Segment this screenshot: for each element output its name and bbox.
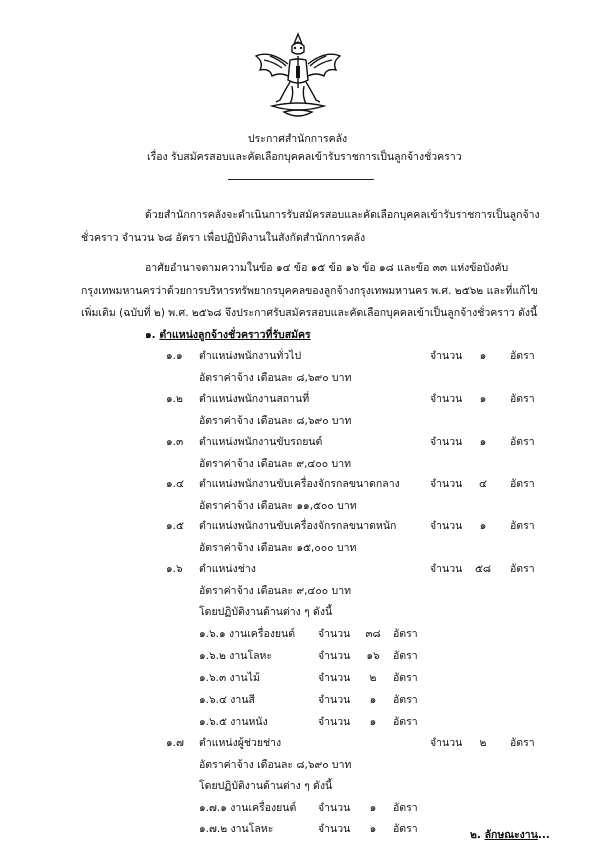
unit-label: อัตรา: [510, 436, 535, 448]
next-section-number: ๒.: [470, 829, 481, 841]
garuda-emblem-icon: [250, 30, 346, 122]
section-1-title: ตำแหน่งลูกจ้างชั่วคราวที่รับสมัคร: [159, 329, 311, 341]
unit-label: อัตรา: [510, 393, 535, 405]
count-label: จำนวน: [430, 393, 463, 405]
position-note: โดยปฏิบัติงานด้านต่าง ๆ ดังนี้: [199, 606, 333, 618]
paragraph-2-line-2: กรุงเทพมหานครว่าด้วยการบริหารทรัพยากรบุคคลของลูกจ้างกรุงเทพมหานคร พ.ศ. ๒๕๖๒ และที่แก้ไข: [81, 285, 538, 297]
section-1-heading: [145, 330, 311, 341]
unit-label: อัตรา: [393, 823, 418, 835]
subposition-count: ๑: [369, 802, 377, 814]
subposition-label: ๑.๗.๒ งานโลหะ: [199, 823, 274, 835]
count-label: จำนวน: [318, 650, 351, 662]
count-label: จำนวน: [430, 563, 463, 575]
position-wage: อัตราค่าจ้าง เดือนละ ๘,๖๙๐ บาท: [199, 372, 352, 384]
unit-label: อัตรา: [393, 628, 418, 640]
position-title: ตำแหน่งพนักงานขับรถยนต์: [199, 436, 323, 448]
announcement-title: ประกาศสำนักการคลัง: [248, 133, 348, 145]
count-label: จำนวน: [318, 802, 351, 814]
position-wage: อัตราค่าจ้าง เดือนละ ๑๕,๐๐๐ บาท: [199, 542, 357, 554]
position-number: ๑.๖: [166, 563, 183, 575]
subposition-label: ๑.๖.๕ งานหนัง: [199, 716, 268, 728]
unit-label: อัตรา: [393, 672, 418, 684]
paragraph-2-line-3: เพิ่มเติม (ฉบับที่ ๒) พ.ศ. ๒๕๖๘ จึงประกาศรับสมัครสอบและคัดเลือกบุคคลเข้าเป็นลูกจ้างชั่วคราว ดังนี้: [81, 307, 538, 319]
count-label: จำนวน: [430, 350, 463, 362]
unit-label: อัตรา: [393, 716, 418, 728]
count-label: จำนวน: [318, 716, 351, 728]
count-label: จำนวน: [430, 520, 463, 532]
position-wage: อัตราค่าจ้าง เดือนละ ๙,๔๐๐ บาท: [199, 458, 352, 470]
paragraph-1-line-2: ชั่วคราว จำนวน ๖๘ อัตรา เพื่อปฏิบัติงานในสังกัดสำนักการคลัง: [81, 232, 366, 244]
header-divider: [228, 179, 374, 180]
section-1-number: ๑.: [145, 329, 156, 341]
position-wage: อัตราค่าจ้าง เดือนละ ๑๑,๕๐๐ บาท: [199, 500, 357, 512]
subposition-count: ๑: [369, 823, 377, 835]
position-title: ตำแหน่งช่าง: [199, 563, 256, 575]
position-count: ๑: [479, 520, 487, 532]
subposition-count: ๒: [369, 672, 377, 684]
subposition-count: ๓๘: [365, 628, 381, 640]
subposition-count: ๑: [369, 694, 377, 706]
subposition-label: ๑.๖.๓ งานไม้: [199, 672, 260, 684]
position-count: ๒: [479, 737, 487, 749]
count-label: จำนวน: [318, 823, 351, 835]
position-title: ตำแหน่งผู้ช่วยช่าง: [199, 737, 282, 749]
position-count: ๕๘: [474, 563, 492, 575]
unit-label: อัตรา: [510, 563, 535, 575]
position-count: ๔: [479, 478, 487, 490]
unit-label: อัตรา: [393, 650, 418, 662]
position-wage: อัตราค่าจ้าง เดือนละ ๘,๖๙๐ บาท: [199, 415, 352, 427]
position-count: ๑: [479, 350, 487, 362]
count-label: จำนวน: [430, 478, 463, 490]
subposition-label: ๑.๖.๑ งานเครื่องยนต์: [199, 628, 296, 640]
position-number: ๑.๓: [166, 436, 184, 448]
position-note: โดยปฏิบัติงานด้านต่าง ๆ ดังนี้: [199, 780, 333, 792]
position-title: ตำแหน่งพนักงานขับเครื่องจักรกลขนาดกลาง: [199, 478, 400, 490]
paragraph-1-line-1: ด้วยสำนักการคลังจะดำเนินการรับสมัครสอบและคัดเลือกบุคคลเข้ารับราชการเป็นลูกจ้าง: [145, 209, 540, 221]
position-title: ตำแหน่งพนักงานขับเครื่องจักรกลขนาดหนัก: [199, 520, 397, 532]
position-number: ๑.๔: [166, 478, 184, 490]
count-label: จำนวน: [430, 737, 463, 749]
subposition-label: ๑.๖.๒ งานโลหะ: [199, 650, 273, 662]
position-number: ๑.๗: [166, 737, 184, 749]
unit-label: อัตรา: [393, 694, 418, 706]
position-number: ๑.๑: [166, 350, 183, 362]
unit-label: อัตรา: [510, 737, 535, 749]
subposition-count: ๑: [369, 716, 377, 728]
continuation-ellipsis: ...: [537, 829, 550, 841]
position-number: ๑.๒: [166, 393, 183, 405]
next-section-title: ลักษณะงาน: [484, 829, 538, 841]
count-label: จำนวน: [318, 672, 351, 684]
position-title: ตำแหน่งพนักงานทั่วไป: [199, 350, 302, 362]
position-wage: อัตราค่าจ้าง เดือนละ ๙,๔๐๐ บาท: [199, 585, 352, 597]
position-title: ตำแหน่งพนักงานสถานที่: [199, 393, 310, 405]
position-number: ๑.๕: [166, 520, 184, 532]
position-count: ๑: [479, 393, 487, 405]
count-label: จำนวน: [430, 436, 463, 448]
unit-label: อัตรา: [393, 802, 418, 814]
count-label: จำนวน: [318, 694, 351, 706]
unit-label: อัตรา: [510, 478, 535, 490]
unit-label: อัตรา: [510, 520, 535, 532]
paragraph-2-line-1: อาศัยอำนาจตามความในข้อ ๑๔ ข้อ ๑๕ ข้อ ๑๖ ข้อ ๑๘ และข้อ ๓๓ แห่งข้อบังคับ: [145, 262, 509, 274]
count-label: จำนวน: [318, 628, 351, 640]
subposition-label: ๑.๖.๔ งานสี: [199, 694, 255, 706]
position-count: ๑: [479, 436, 487, 448]
position-wage: อัตราค่าจ้าง เดือนละ ๘,๖๙๐ บาท: [199, 759, 352, 771]
unit-label: อัตรา: [510, 350, 535, 362]
subposition-count: ๑๖: [366, 650, 380, 662]
next-page-continuation: [470, 830, 550, 841]
subposition-label: ๑.๗.๑ งานเครื่องยนต์: [199, 802, 297, 814]
announcement-subject: เรื่อง รับสมัครสอบและคัดเลือกบุคคลเข้ารับราชการเป็นลูกจ้างชั่วคราว: [147, 151, 462, 163]
